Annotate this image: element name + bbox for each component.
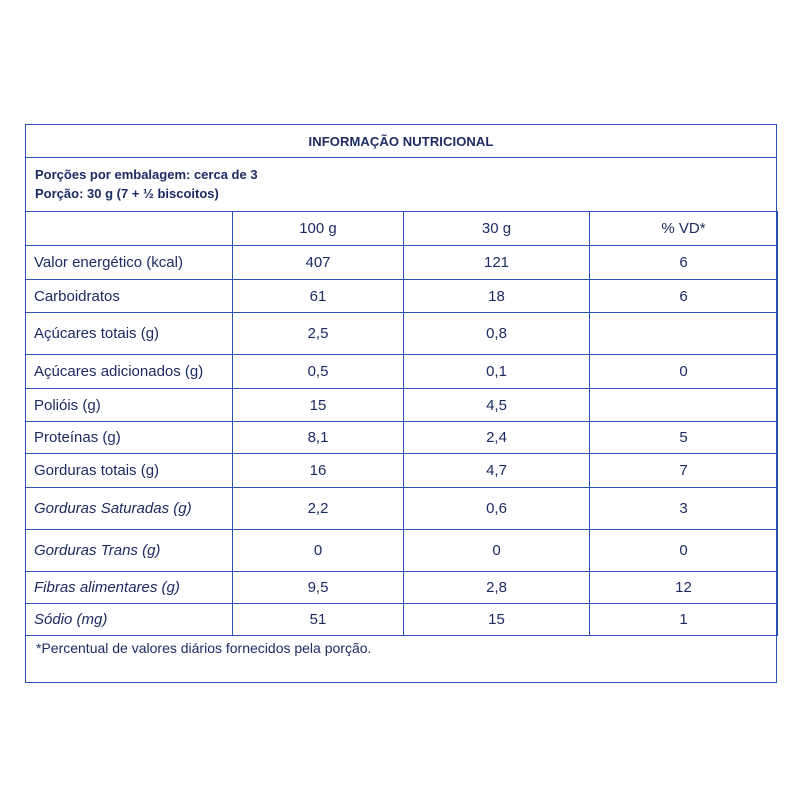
value-per-100g: 9,5 xyxy=(233,572,404,604)
nutrition-title: INFORMAÇÃO NUTRICIONAL xyxy=(26,125,776,158)
value-per-30g: 18 xyxy=(404,280,590,313)
row-label: Açúcares totais (g) xyxy=(26,313,233,355)
row-label: Gorduras Trans (g) xyxy=(26,530,233,572)
table-row xyxy=(26,280,778,313)
row-label: Carboidratos xyxy=(26,280,233,313)
row-label: Gorduras totais (g) xyxy=(26,454,233,488)
servings-per-package: Porções por embalagem: cerca de 3 xyxy=(35,167,258,182)
table-row xyxy=(26,530,778,572)
value-daily-percent xyxy=(590,389,778,422)
value-per-100g: 15 xyxy=(233,389,404,422)
value-per-30g: 0,6 xyxy=(404,488,590,530)
row-label: Sódio (mg) xyxy=(26,604,233,636)
value-daily-percent xyxy=(590,313,778,355)
table-row xyxy=(26,572,778,604)
header-nutrient xyxy=(26,212,233,246)
table-row xyxy=(26,422,778,454)
header-per-100g: 100 g xyxy=(233,212,404,246)
value-per-30g: 0,8 xyxy=(404,313,590,355)
value-per-30g: 0,1 xyxy=(404,355,590,389)
value-daily-percent: 5 xyxy=(590,422,778,454)
value-per-30g: 15 xyxy=(404,604,590,636)
value-daily-percent: 1 xyxy=(590,604,778,636)
value-per-100g: 61 xyxy=(233,280,404,313)
value-per-100g: 407 xyxy=(233,246,404,280)
table-row xyxy=(26,604,778,636)
value-per-30g: 121 xyxy=(404,246,590,280)
row-label: Gorduras Saturadas (g) xyxy=(26,488,233,530)
value-per-100g: 2,5 xyxy=(233,313,404,355)
value-daily-percent: 0 xyxy=(590,355,778,389)
daily-value-footnote: *Percentual de valores diários fornecidos pela porção. xyxy=(36,640,372,656)
value-per-100g: 16 xyxy=(233,454,404,488)
value-per-100g: 8,1 xyxy=(233,422,404,454)
row-label: Fibras alimentares (g) xyxy=(26,572,233,604)
value-per-100g: 0 xyxy=(233,530,404,572)
value-per-30g: 4,7 xyxy=(404,454,590,488)
table-row xyxy=(26,313,778,355)
value-per-30g: 2,8 xyxy=(404,572,590,604)
row-label: Valor energético (kcal) xyxy=(26,246,233,280)
table-header-row xyxy=(26,212,778,246)
value-daily-percent: 6 xyxy=(590,246,778,280)
value-per-100g: 51 xyxy=(233,604,404,636)
value-daily-percent: 0 xyxy=(590,530,778,572)
value-per-30g: 4,5 xyxy=(404,389,590,422)
header-per-30g: 30 g xyxy=(404,212,590,246)
value-daily-percent: 7 xyxy=(590,454,778,488)
nutrition-table xyxy=(25,211,778,636)
value-per-100g: 0,5 xyxy=(233,355,404,389)
nutrition-facts-panel xyxy=(25,124,777,683)
serving-info xyxy=(35,165,258,203)
row-label: Proteínas (g) xyxy=(26,422,233,454)
table-row xyxy=(26,488,778,530)
value-daily-percent: 3 xyxy=(590,488,778,530)
value-daily-percent: 12 xyxy=(590,572,778,604)
row-label: Polióis (g) xyxy=(26,389,233,422)
value-daily-percent: 6 xyxy=(590,280,778,313)
table-row xyxy=(26,389,778,422)
table-row xyxy=(26,355,778,389)
value-per-30g: 0 xyxy=(404,530,590,572)
table-row xyxy=(26,246,778,280)
value-per-100g: 2,2 xyxy=(233,488,404,530)
table-row xyxy=(26,454,778,488)
value-per-30g: 2,4 xyxy=(404,422,590,454)
header-daily-value: % VD* xyxy=(590,212,778,246)
serving-size: Porção: 30 g (7 + ½ biscoitos) xyxy=(35,186,219,201)
row-label: Açúcares adicionados (g) xyxy=(26,355,233,389)
